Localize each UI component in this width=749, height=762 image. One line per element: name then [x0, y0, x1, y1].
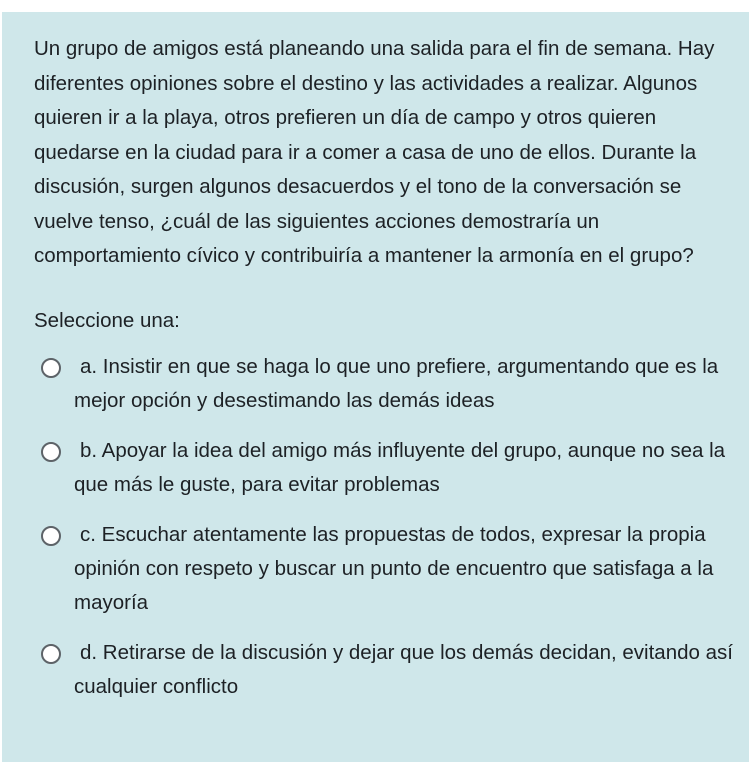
option-c-label: c. Escuchar atentamente las propuestas de todos, expresar la propia opinión con respeto y buscar un punto de encuentro que satisfaga a la mayoría [74, 522, 714, 614]
answer-options [34, 350, 749, 704]
radio-button-d[interactable] [41, 644, 61, 664]
option-a-label: a. Insistir en que se haga lo que uno prefiere, argumentando que es la mejor opción y desestimando las demás ideas [74, 354, 719, 412]
question-text: Un grupo de amigos está planeando una salida para el fin de semana. Hay diferentes opiniones sobre el destino y las actividades a realizar. Algunos quieren ir a la playa, otros prefieren un día de campo y otros quieren quedarse en la ciudad para ir a comer a casa de uno de ellos. Durante la discusión, surgen algunos desacuerdos y el tono de la conversación se vuelve tenso, ¿cuál de las siguientes acciones demostraría un comportamiento cívico y contribuiría a mantener la armonía en el grupo? [34, 37, 715, 267]
radio-button-c[interactable] [41, 526, 61, 546]
radio-button-b[interactable] [41, 442, 61, 462]
option-d-label: d. Retirarse de la discusión y dejar que los demás decidan, evitando así cualquier conflicto [74, 640, 733, 698]
question-card [2, 12, 749, 762]
option-b-label: b. Apoyar la idea del amigo más influyente del grupo, aunque no sea la que más le guste, para evitar problemas [74, 438, 726, 496]
select-one-prompt: Seleccione una: [34, 308, 180, 332]
option-a[interactable] [34, 350, 746, 418]
option-d[interactable] [34, 636, 746, 704]
radio-button-a[interactable] [41, 358, 61, 378]
option-b[interactable] [34, 434, 746, 502]
option-c[interactable] [34, 518, 746, 620]
